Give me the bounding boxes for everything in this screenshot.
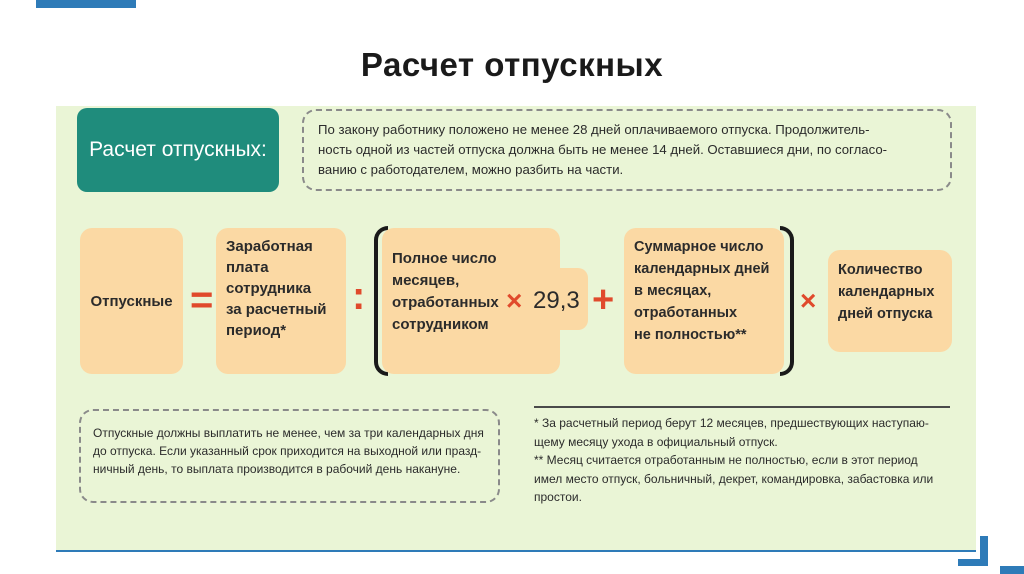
vacation-days-line: Количество — [838, 262, 923, 278]
footnote-line: * За расчетный период берут 12 месяцев, предшествующих наступаю- — [534, 416, 929, 430]
payment-note-line: до отпуска. Если указанный срок приходится на выходной или празд- — [93, 444, 482, 458]
intro-line: ванию с работодателем, можно разбить на части. — [318, 162, 624, 177]
multiply-sign-2: × — [800, 285, 817, 316]
partial-days-line: в месяцах, — [634, 283, 712, 299]
footnote-line: простои. — [534, 490, 582, 504]
salary-line: за расчетный — [226, 301, 327, 318]
vacation-pay-box — [80, 228, 183, 374]
vacation-pay-label: Отпускные — [90, 292, 173, 310]
infographic-header-label: Расчет отпускных: — [77, 108, 279, 192]
salary-line: период* — [226, 322, 287, 339]
partial-days-line: отработанных — [634, 305, 738, 321]
bottom-right-accent-horizontal — [958, 559, 988, 566]
salary-line: Заработная — [226, 238, 313, 255]
salary-line: сотрудника — [226, 280, 312, 297]
page-title: Расчет отпускных — [360, 46, 664, 83]
full-months-line: Полное число — [392, 250, 497, 267]
salary-box — [216, 228, 346, 374]
salary-line: плата — [226, 259, 269, 276]
partial-days-line: Суммарное число — [634, 239, 764, 255]
multiply-sign: × — [506, 285, 523, 316]
vacation-days-box — [828, 250, 952, 352]
intro-line: ность одной из частей отпуска должна быть не менее 14 дней. Оставшиеся дни, по согласо- — [318, 142, 888, 157]
full-months-text — [392, 248, 499, 336]
equals-sign: = — [190, 278, 214, 322]
payment-deadline-note — [79, 409, 500, 503]
footnotes — [534, 406, 950, 507]
coefficient-value: 29,3 — [533, 287, 580, 314]
footnote-line: щему месяцу ухода в официальный отпуск. — [534, 434, 778, 449]
vacation-days-line: календарных — [838, 284, 935, 300]
divide-sign: : — [352, 274, 366, 318]
bottom-right-accent-bar — [1000, 566, 1024, 574]
intro-line: По закону работнику положено не менее 28 дней оплачиваемого отпуска. Продолжитель- — [318, 122, 870, 137]
partial-days-box — [624, 228, 784, 374]
panel-bottom-rule — [56, 550, 976, 552]
footnote-line: имел место отпуск, больничный, декрет, командировка, забастовка или — [534, 471, 934, 486]
partial-days-line: календарных дней — [634, 261, 770, 277]
payment-note-line: ничный день, то выплата производится в рабочий день накануне. — [93, 462, 461, 476]
full-months-line: отработанных — [392, 294, 499, 311]
plus-sign: + — [592, 279, 615, 321]
full-months-line: сотрудником — [392, 316, 489, 333]
full-months-line: месяцев, — [392, 272, 460, 289]
intro-note — [302, 109, 952, 191]
vacation-days-line: дней отпуска — [838, 306, 933, 322]
top-left-accent-bar — [36, 0, 136, 8]
partial-days-line: не полностью** — [634, 327, 747, 343]
payment-note-line: Отпускные должны выплатить не менее, чем за три календарных дня — [93, 426, 484, 440]
footnote-line: ** Месяц считается отработанным не полностью, если в этот период — [534, 453, 918, 467]
